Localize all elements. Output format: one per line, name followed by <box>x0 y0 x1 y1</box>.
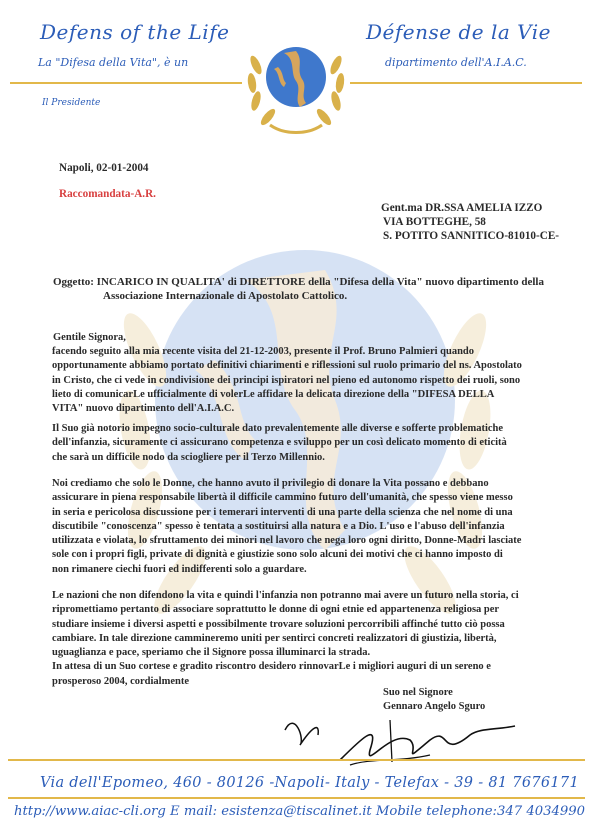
footer-address: Via dell'Epomeo, 460 - 80126 -Napoli- Italy - Telefax - 39 - 81 7676171 <box>40 775 579 791</box>
text-line: ripromettiamo pertanto di associare soprattutto le donne di ogni etnie ed appartenenza religiosa per <box>52 604 500 616</box>
footer-contacts: http://www.aiac-cli.org E mail: esistenza@tiscalinet.it Mobile telephone:347 4034990 <box>14 804 586 819</box>
text-line: cambiare. In tale direzione cammineremo uniti per sentirci concreti realizzatori di giustizia, libertà, <box>52 632 497 644</box>
text-line: VITA" nuovo dipartimento dell'A.I.A.C. <box>52 403 235 415</box>
text-line: che sarà un difficile nodo da sciogliere per il Terzo Millennio. <box>52 451 325 463</box>
text-line: opportunamente abbiamo portato definitivi chiarimenti e riflessioni sul ruolo primario del ns. Apostolato <box>52 360 522 372</box>
recipient-line: Gent.ma DR.SSA AMELIA IZZO <box>381 202 543 214</box>
text-line: facendo seguito alla mia recente visita del 21-12-2003, presente il Prof. Bruno Palmieri quando <box>52 346 475 357</box>
header-divider-right <box>350 82 582 84</box>
text-line: in seria e pericolosa discussione per i temerari interventi di una parte della scienza che nel nome di una <box>52 506 513 518</box>
subject-line: Associazione Internazionale di Apostolato Cattolico. <box>103 290 348 302</box>
text-line: utilizzata e violata, lo sfruttamento dei minori nel lavoro che nega loro ogni diritto, Donne-Madri lasciate <box>52 535 522 547</box>
signer-name: Gennaro Angelo Sguro <box>383 701 486 712</box>
text-line: uguaglianza e pace, speriamo che il Signore possa illuminarci la strada. <box>52 647 371 659</box>
text-line: studiare insieme i diversi aspetti e possibilmente trovare soluzioni percorribili affinché tutto ciò possa <box>52 618 505 630</box>
paragraph-4 <box>52 589 552 689</box>
text-line: discutibile "conoscenza" spesso è tentata a sostituirsi alla natura e a Dio. L'uso e l'abuso dell'infanzia <box>52 520 505 532</box>
text-line: Le nazioni che non difendono la vita e quindi l'infanzia non potranno mai avere un futuro nella storia, ci <box>52 590 519 601</box>
header-left-title: Defens of the Life <box>40 20 230 44</box>
header-right-subtitle: dipartimento dell'A.I.A.C. <box>385 56 527 69</box>
text-line: assicurare in piena responsabile libertà il difficile cammino futuro dell'umanità, che spesso viene messo <box>52 492 513 504</box>
closing: Suo nel Signore <box>383 687 453 698</box>
text-line: Noi crediamo che solo le Donne, che hanno avuto il privilegio di donare la Vita possano e debbano <box>52 478 489 489</box>
text-line: prosperoso 2004, cordialmente <box>52 675 189 687</box>
paragraph-3 <box>52 477 552 577</box>
text-line: In attesa di un Suo cortese e gradito riscontro desidero rinnovarLe i migliori auguri di un sereno e <box>52 661 491 673</box>
text-line: Il Suo già notorio impegno socio-culturale dato prevalentemente alle diverse e sofferte problematiche <box>52 423 504 434</box>
subject-line: Oggetto: INCARICO IN QUALITA' di DIRETTORE della "Difesa della Vita" nuovo dipartimento della <box>53 276 544 288</box>
text-line: non rimanere ciechi fuori ed indifferenti solo a guardare. <box>52 563 307 575</box>
recipient-line: S. POTITO SANNITICO-81010-CE- <box>383 230 560 242</box>
header-right-title: Défense de la Vie <box>366 20 551 44</box>
text-line: sole con i propri figli, private di dignità e giustizie sono solo alcuni dei motivi che ci hanno imposto di <box>52 549 503 561</box>
paragraph-2 <box>52 422 552 465</box>
header-left-subtitle: La "Difesa della Vita", è un <box>38 56 189 69</box>
globe-laurel-logo <box>240 25 352 140</box>
text-line: dell'infanzia, sicuramente ci assicurano competenza e sviluppo per un così delicato momento di eticità <box>52 437 507 449</box>
footer-divider-mid <box>8 797 585 799</box>
place-date: Napoli, 02-01-2004 <box>59 162 149 174</box>
paragraph-1 <box>52 345 552 416</box>
text-line: lieto di comunicarLe ufficialmente di volerLe affidare la delicata direzione della "DIFESA DELLA <box>52 388 495 400</box>
handwritten-signature <box>280 700 530 780</box>
header-divider-left <box>10 82 242 84</box>
president-label: Il Presidente <box>42 98 101 108</box>
text-line: in Cristo, che ci vede in condivisione dei principi ispiratori nel pieno ed autonomo rispetto dei ruoli, sono <box>52 374 521 386</box>
salutation: Gentile Signora, <box>53 332 126 343</box>
footer-divider-top <box>8 759 585 761</box>
recipient-line: VIA BOTTEGHE, 58 <box>383 216 486 228</box>
registered-mail-note: Raccomandata-A.R. <box>59 188 156 200</box>
